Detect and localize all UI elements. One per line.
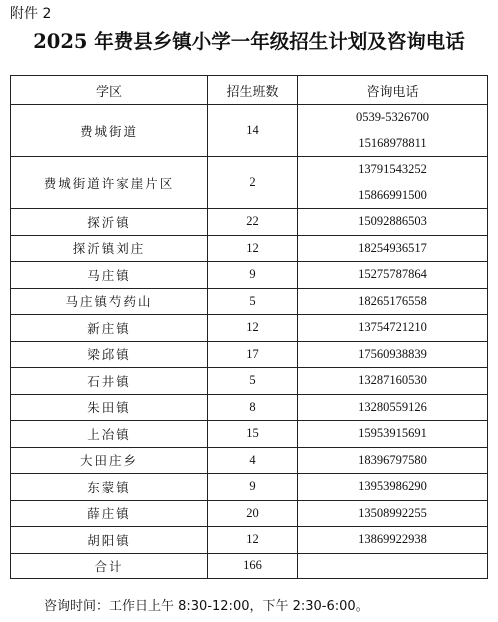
phone-cell <box>298 421 488 448</box>
phone-number: 13791543252 <box>358 162 427 176</box>
classes-cell: 5 <box>208 288 298 315</box>
district-cell: 探沂镇 <box>11 209 208 236</box>
classes-cell: 14 <box>208 105 298 157</box>
phone-number: 15953915691 <box>358 426 427 440</box>
classes-cell: 9 <box>208 474 298 501</box>
phone-cell <box>298 315 488 342</box>
table-total-row <box>11 553 488 579</box>
table-row <box>11 447 488 474</box>
table-row <box>11 421 488 448</box>
phone-cell <box>298 474 488 501</box>
phone-number: 18396797580 <box>358 452 427 467</box>
phone-number: 0539-5326700 <box>356 110 429 124</box>
attachment-label: 附件 2 <box>10 6 52 22</box>
district-cell: 东蒙镇 <box>11 474 208 501</box>
classes-cell: 5 <box>208 368 298 395</box>
table-row <box>11 262 488 289</box>
phone-number: 18265176558 <box>358 293 427 308</box>
phone-number: 13953986290 <box>358 479 427 493</box>
table-row <box>11 315 488 342</box>
phone-cell <box>298 394 488 421</box>
page-title: 2025 年费县乡镇小学一年级招生计划及咨询电话 <box>33 30 465 53</box>
phone-number: 18254936517 <box>358 240 427 255</box>
phone-cell <box>298 500 488 527</box>
district-cell: 新庄镇 <box>11 315 208 342</box>
classes-cell: 12 <box>208 527 298 554</box>
phone-number: 13280559126 <box>358 399 427 414</box>
classes-cell: 12 <box>208 235 298 262</box>
table-row <box>11 209 488 236</box>
table-row <box>11 474 488 501</box>
phone-number: 15866991500 <box>358 187 427 202</box>
phone-cell <box>298 209 488 236</box>
district-cell: 马庄镇芍药山 <box>11 288 208 315</box>
classes-cell: 4 <box>208 447 298 474</box>
column-header-phone: 咨询电话 <box>298 76 488 105</box>
table-row <box>11 341 488 368</box>
district-cell: 费城街道许家崖片区 <box>11 157 208 209</box>
total-label: 合计 <box>11 553 208 579</box>
district-cell: 大田庄乡 <box>11 447 208 474</box>
phone-number: 15275787864 <box>358 267 427 281</box>
district-cell: 梁邱镇 <box>11 341 208 368</box>
table-row <box>11 394 488 421</box>
classes-cell: 2 <box>208 157 298 209</box>
enrollment-table <box>10 75 488 579</box>
table-row <box>11 500 488 527</box>
district-cell: 费城街道 <box>11 105 208 157</box>
total-classes: 166 <box>208 553 298 579</box>
phone-cell <box>298 447 488 474</box>
district-cell: 探沂镇刘庄 <box>11 235 208 262</box>
phone-number: 17560938839 <box>358 346 427 361</box>
district-cell: 朱田镇 <box>11 394 208 421</box>
phone-number: 13287160530 <box>358 373 427 387</box>
table-row <box>11 527 488 554</box>
phone-number: 15168978811 <box>358 135 427 150</box>
classes-cell: 22 <box>208 209 298 236</box>
phone-number: 13869922938 <box>358 532 427 546</box>
classes-cell: 12 <box>208 315 298 342</box>
classes-cell: 8 <box>208 394 298 421</box>
classes-cell: 9 <box>208 262 298 289</box>
phone-number: 15092886503 <box>358 214 427 228</box>
district-cell: 胡阳镇 <box>11 527 208 554</box>
phone-cell <box>298 288 488 315</box>
table-body <box>11 105 488 579</box>
phone-cell <box>298 341 488 368</box>
district-cell: 石井镇 <box>11 368 208 395</box>
table-row <box>11 157 488 209</box>
district-cell: 马庄镇 <box>11 262 208 289</box>
consult-time-note: 咨询时间：工作日上午 8:30-12:00，下午 2:30-6:00。 <box>44 599 369 614</box>
phone-cell <box>298 235 488 262</box>
phone-cell <box>298 105 488 157</box>
table-header-row <box>11 76 488 105</box>
phone-number: 13754721210 <box>358 320 427 334</box>
phone-cell <box>298 368 488 395</box>
phone-cell <box>298 262 488 289</box>
classes-cell: 15 <box>208 421 298 448</box>
classes-cell: 20 <box>208 500 298 527</box>
district-cell: 上冶镇 <box>11 421 208 448</box>
table-row <box>11 235 488 262</box>
phone-cell <box>298 553 488 579</box>
phone-number: 13508992255 <box>358 505 427 520</box>
district-cell: 薛庄镇 <box>11 500 208 527</box>
phone-cell <box>298 527 488 554</box>
phone-cell <box>298 157 488 209</box>
table-row <box>11 368 488 395</box>
table-row <box>11 288 488 315</box>
classes-cell: 17 <box>208 341 298 368</box>
table-row <box>11 105 488 157</box>
column-header-district: 学区 <box>11 76 208 105</box>
column-header-classes: 招生班数 <box>208 76 298 105</box>
